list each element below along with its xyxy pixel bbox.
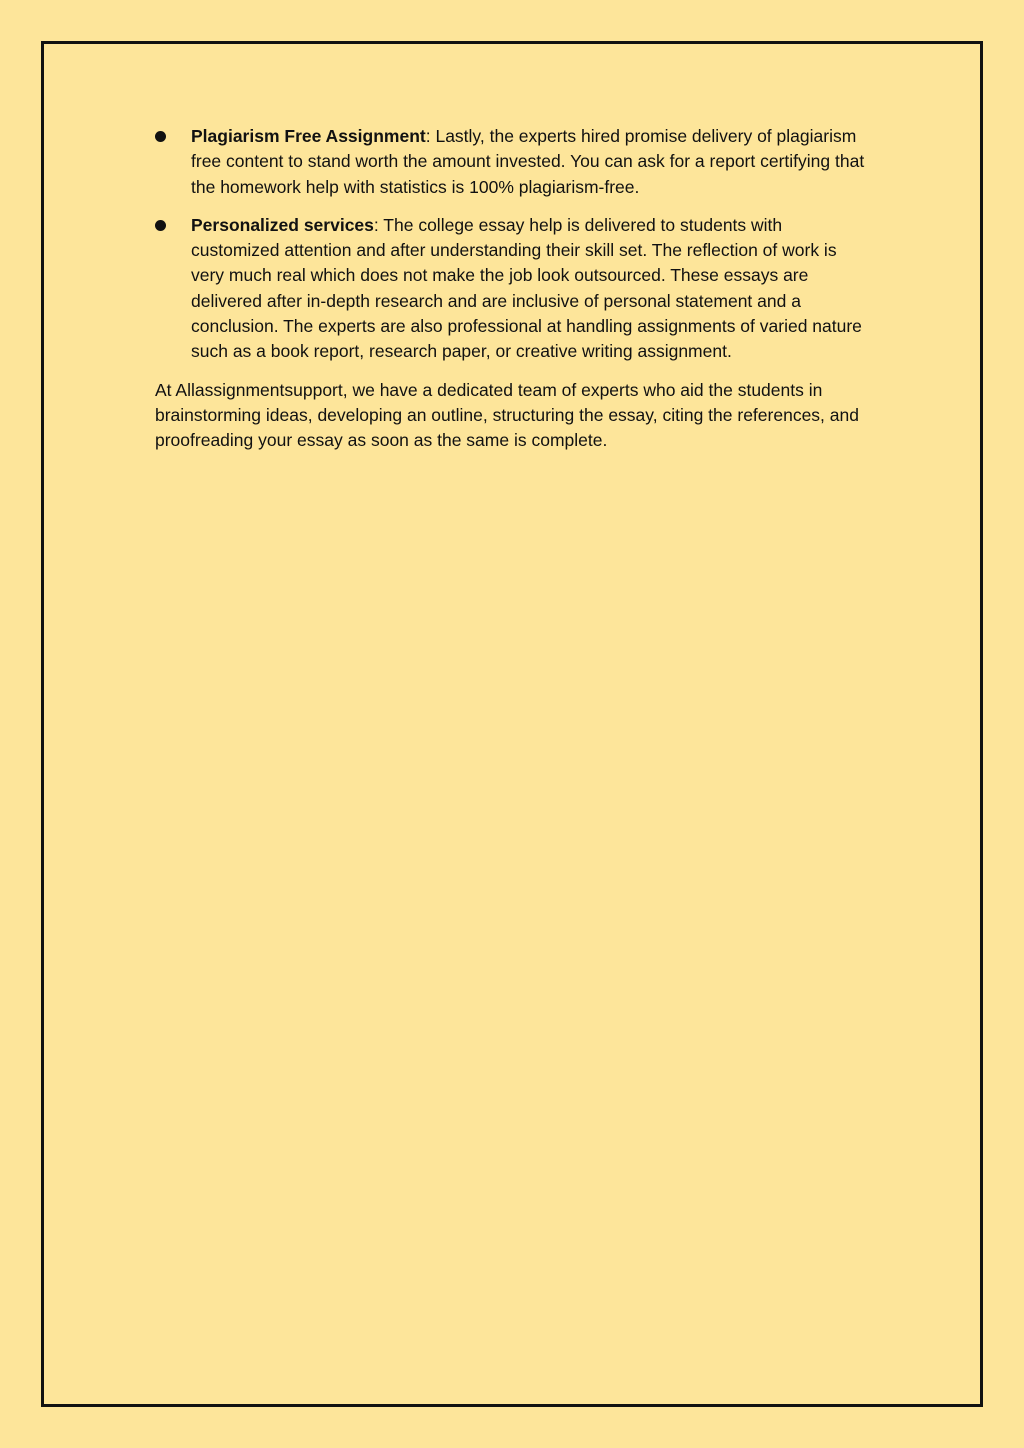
bullet-separator: : — [425, 126, 431, 146]
document-body — [155, 124, 870, 454]
bullet-item-personalized-services — [155, 213, 870, 365]
bullet-list — [155, 124, 870, 365]
bullet-term: Plagiarism Free Assignment — [191, 126, 426, 146]
bullet-text: Lastly, the experts hired promise delivery of plagiarism free content to stand worth the amount invested. You can ask for a report certifying that the homework help with statistics is 100% plagiarism-free. — [191, 126, 865, 197]
bullet-text: The college essay help is delivered to students with customized attention and after understanding their skill set. The reflection of work is very much real which does not make the job look outsourced. These essays are delivered after in-depth research and are inclusive of personal statement and a conclusion. The experts are also professional at handling assignments of varied nature such as a book report, research paper, or creative writing assignment. — [191, 214, 862, 362]
bullet-separator: : — [373, 214, 379, 235]
bullet-term: Personalized services — [191, 214, 374, 235]
bullet-item-plagiarism-free — [155, 124, 870, 200]
bullet-dot-icon — [155, 131, 166, 142]
closing-paragraph: At Allassignmentsupport, we have a dedicated team of experts who aid the students in brainstorming ideas, developing an outline, structuring the essay, citing the references, and proofreading your essay as soon as the same is complete. — [155, 379, 859, 451]
bullet-dot-icon — [155, 220, 166, 231]
